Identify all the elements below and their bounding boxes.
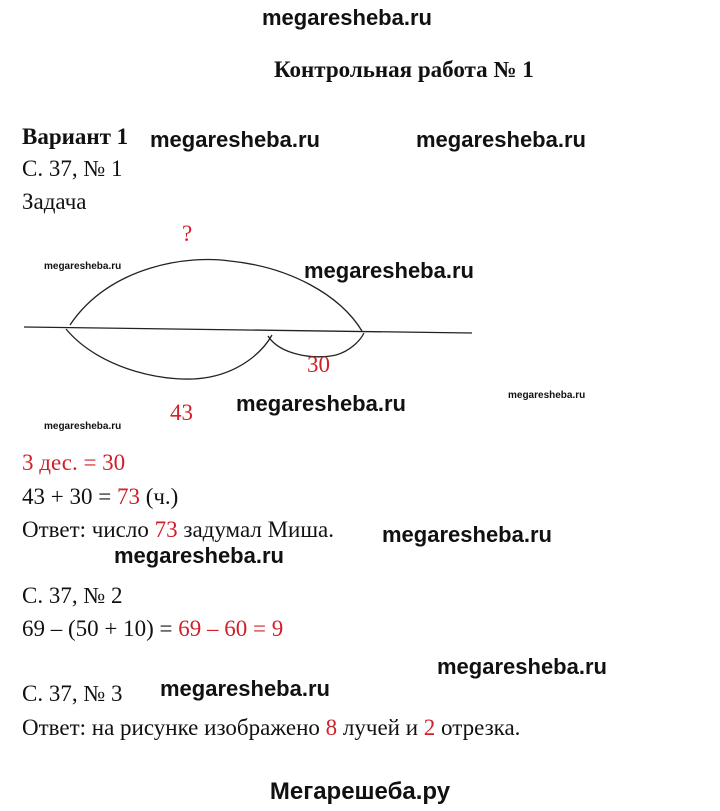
watermark: megaresheba.ru: [304, 258, 474, 283]
task2-expression: [22, 617, 283, 640]
watermark: megaresheba.ru: [114, 543, 284, 568]
task3-answer: [22, 716, 520, 739]
task1-line2-post: (ч.): [139, 484, 179, 509]
task1-line2-pre: 43 + 30 =: [22, 484, 117, 509]
task1-ref: С. 37, № 1: [22, 156, 123, 181]
task1-answer-value: 73: [154, 517, 178, 542]
task1-line2: [22, 485, 178, 508]
footer-site-name: Мегарешеба.ру: [269, 778, 451, 805]
task2-ref: С. 37, № 2: [22, 583, 123, 608]
task2-expr-value: 69 – 60 = 9: [178, 616, 284, 641]
task1-line1: 3 дес. = 30: [22, 450, 126, 475]
task1-line2-value: 73: [116, 484, 140, 509]
task1-label: Задача: [22, 189, 87, 214]
task3-segments-count: 2: [423, 715, 436, 740]
watermark: megaresheba.ru: [150, 127, 320, 152]
bottom-arc-43: [66, 329, 272, 379]
task1-answer: [22, 518, 334, 541]
task2-expr-pre: 69 – (50 + 10) =: [22, 616, 179, 641]
page-title: Контрольная работа № 1: [274, 57, 534, 82]
task3-answer-post: отрезка.: [435, 715, 521, 740]
task3-ref: С. 37, № 3: [22, 681, 123, 706]
baseline-line: [24, 327, 472, 333]
watermark: megaresheba.ru: [44, 261, 122, 272]
task3-answer-mid: лучей и: [337, 715, 424, 740]
task3-answer-pre: Ответ: на рисунке изображено: [22, 715, 326, 740]
header-watermark: megaresheba.ru: [262, 5, 432, 30]
task3-rays-count: 8: [325, 715, 338, 740]
watermark: megaresheba.ru: [437, 654, 607, 679]
diagram-label-30: 30: [307, 352, 330, 377]
task1-answer-pre: Ответ: число: [22, 517, 155, 542]
watermark: megaresheba.ru: [508, 390, 586, 401]
watermark: megaresheba.ru: [382, 522, 552, 547]
diagram-label-43: 43: [170, 400, 193, 425]
variant-heading: Вариант 1: [22, 124, 129, 149]
watermark: megaresheba.ru: [416, 127, 586, 152]
watermark: megaresheba.ru: [160, 676, 330, 701]
watermark: megaresheba.ru: [44, 421, 122, 432]
task1-answer-post: задумал Миша.: [177, 517, 335, 542]
diagram-question-mark: ?: [182, 221, 193, 246]
watermark: megaresheba.ru: [236, 391, 406, 416]
